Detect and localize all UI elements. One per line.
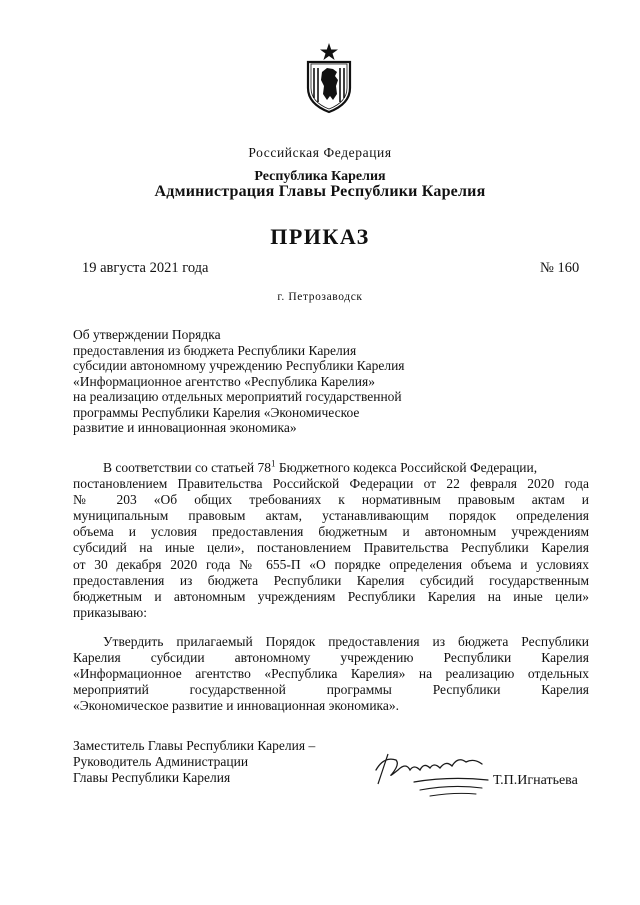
emblem-star	[320, 43, 338, 60]
subject-line: программы Республики Карелия «Экономическое	[73, 404, 360, 420]
paragraph-line: «Экономическое развитие и инновационная экономика».	[73, 698, 400, 714]
handwritten-signature	[370, 740, 500, 802]
paragraph-line: бюджетным и автономным учреждениям Республики Карелия на иные цели»	[73, 588, 589, 604]
paragraph-line: Утвердить прилагаемый Порядок предоставления из бюджета Республики	[103, 634, 589, 649]
document-title: ПРИКАЗ	[270, 224, 370, 249]
subject-line: субсидии автономному учреждению Республики Карелия	[73, 358, 405, 373]
document-city: г. Петрозаводск	[277, 291, 363, 303]
subject-line: Об утверждении Порядка	[73, 327, 221, 342]
paragraph-line: муниципальным правовым актам, устанавливающим порядок определения	[73, 508, 589, 524]
position-line: Главы Республики Карелия	[73, 770, 231, 785]
karelia-coat-of-arms-icon	[303, 42, 355, 114]
subject-line: на реализацию отдельных мероприятий государственной	[73, 389, 402, 404]
paragraph-line: объема и условия предоставления бюджетным и автономным учреждениям	[73, 524, 589, 540]
header-country: Российская Федерация	[248, 145, 392, 160]
text-run: В соответствии со статьей 78	[103, 460, 271, 475]
header-republic: Республика Карелия	[254, 169, 386, 184]
paragraph-line: Карелия субсидии автономному учреждению Республики Карелия	[73, 650, 589, 666]
signatory-name: Т.П.Игнатьева	[493, 773, 578, 788]
header-administration: Администрация Главы Республики Карелия	[154, 183, 486, 200]
paragraph-line	[73, 460, 589, 476]
subject-line: предоставления из бюджета Республики Карелия	[73, 342, 357, 358]
document-number: № 160	[540, 260, 580, 276]
signatory-position	[73, 738, 315, 786]
paragraph-line: предоставления из бюджета Республики Карелия субсидий государственным	[73, 572, 589, 588]
paragraph-line: «Информационное агентство «Республика Карелия» на реализацию отдельных	[73, 666, 589, 682]
document-subject	[73, 327, 473, 436]
paragraph-line: субсидий на иные цели», постановлением Правительства Республики Карелия	[73, 540, 589, 556]
document-date: 19 августа 2021 года	[82, 260, 209, 276]
position-line: Руководитель Администрации	[73, 754, 249, 769]
paragraph-line: мероприятий государственной программы Республики Карелия	[73, 682, 589, 698]
subject-line: развитие и инновационная экономика»	[73, 420, 297, 435]
paragraph-preamble	[73, 460, 589, 621]
paragraph-line: от 30 декабря 2020 года № 655-П «О порядке определения объема и условиях	[73, 556, 589, 572]
position-line: Заместитель Главы Республики Карелия –	[73, 738, 316, 753]
text-run: Бюджетного кодекса Российской Федерации,	[275, 460, 538, 475]
superscript: 1	[271, 458, 276, 469]
paragraph-line: приказываю:	[73, 604, 147, 620]
paragraph-order	[73, 634, 589, 714]
subject-line: «Информационное агентство «Республика Карелия»	[73, 373, 375, 389]
paragraph-line: № 203 «Об общих требованиях к нормативным правовым актам и	[73, 492, 589, 508]
paragraph-line: постановлением Правительства Российской Федерации от 22 февраля 2020 года	[73, 476, 589, 492]
